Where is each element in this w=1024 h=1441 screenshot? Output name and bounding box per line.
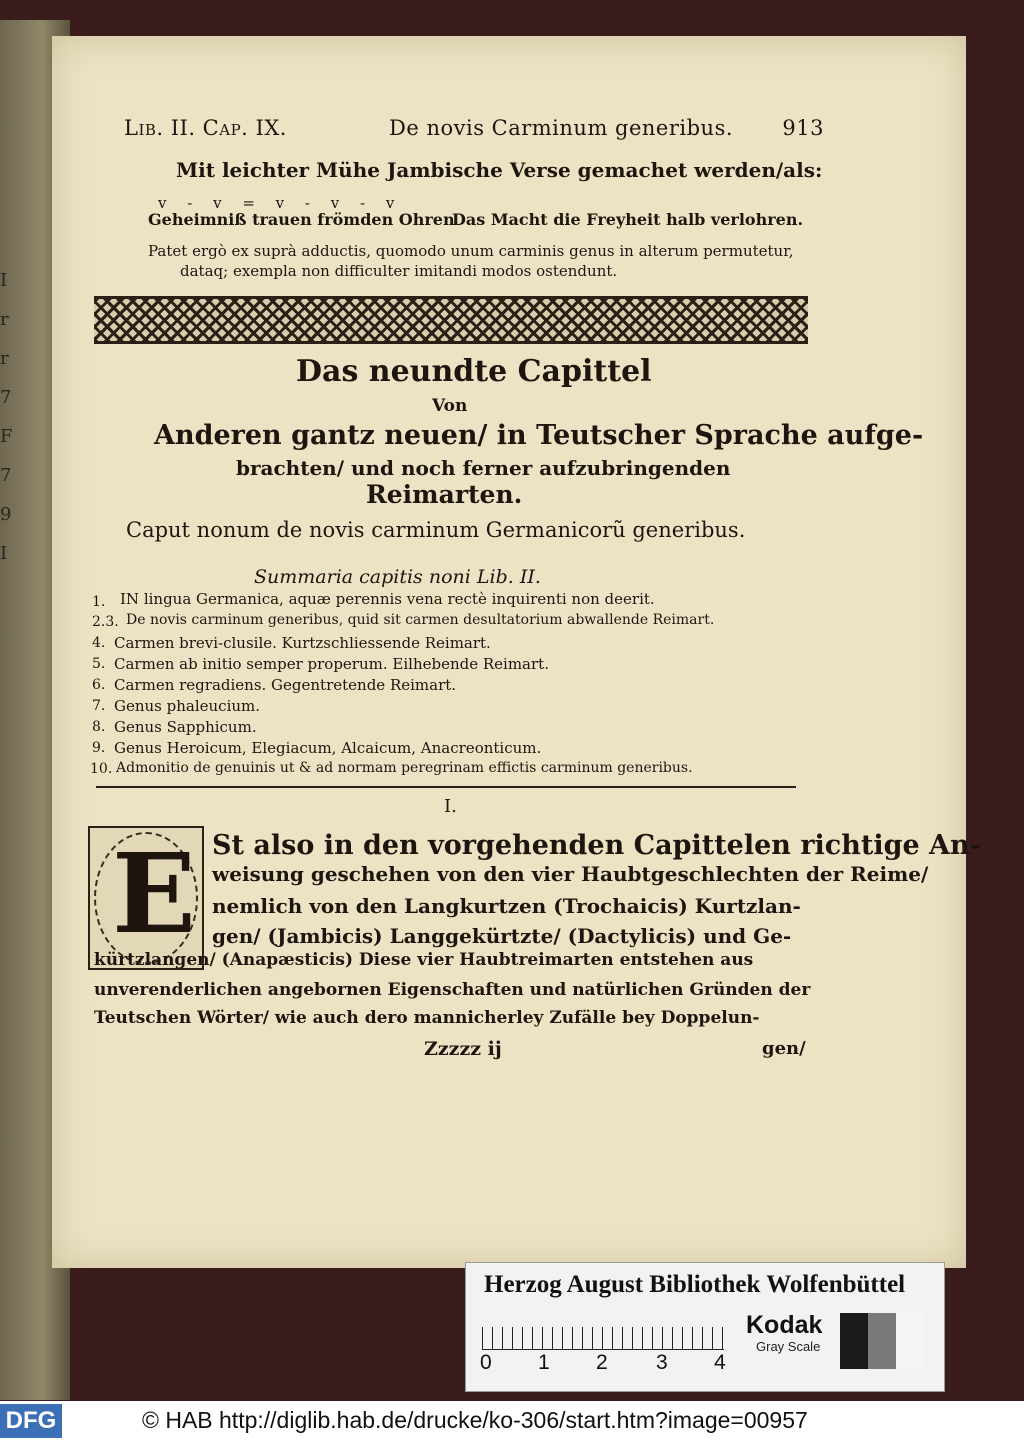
latin-paragraph-line: dataq; exempla non difficulter imitandi modos ostendunt. [180,262,618,280]
verse-example-right: Das Macht die Freyheit halb verlohren. [452,210,804,229]
summary-item-text: Genus Heroicum, Elegiacum, Alcaicum, Anacreonticum. [114,739,542,757]
chapter-subtitle-line: brachten/ und noch ferner aufzubringenden [236,456,731,480]
chapter-subtitle-line: Reimarten. [366,480,523,509]
summary-item-number: 9. [92,740,106,756]
gray-swatch-dark [840,1313,868,1369]
gray-scale-label: Gray Scale [756,1339,821,1354]
summary-item-number: 1. [92,594,106,610]
kodak-brand: Kodak [746,1311,823,1339]
body-line: Teutschen Wörter/ wie auch dero mannicherley Zufälle bey Doppelun- [94,1008,760,1028]
signature-mark: Zzzzz ij [424,1038,502,1060]
latin-paragraph-line: Patet ergò ex suprà adductis, quomodo unum carminis genus in alterum permutetur, [148,242,794,260]
chapter-von: Von [432,396,468,416]
section-number: I. [444,796,457,817]
decorated-initial [88,826,204,970]
section-divider [96,786,796,788]
summary-item-text: Genus Sapphicum. [114,718,257,736]
left-edge-letter: 7 [0,465,12,486]
chapter-latin-caption: Caput nonum de novis carminum Germanicorũ generibus. [126,518,746,542]
library-color-card [465,1262,945,1392]
summary-item-text: Carmen regradiens. Gegentretende Reimart. [114,676,457,694]
running-head-title: De novis Carminum generibus. [389,116,734,140]
summary-item-text: Carmen ab initio semper properum. Eilhebende Reimart. [114,655,549,673]
summary-item-text: Genus phaleucium. [114,697,261,715]
left-page-letters [0,270,14,582]
left-edge-letter: r [0,348,9,369]
ruler-number: 2 [596,1351,608,1374]
body-line: nemlich von den Langkurtzen (Trochaicis) Kurtzlan- [212,894,801,918]
left-edge-letter: I [0,543,8,564]
summary-item-number: 6. [92,677,106,693]
gray-swatch-light [896,1313,924,1369]
initial-letter: E [112,829,196,958]
body-line: St also in den vorgehenden Capittelen richtige An- [212,830,981,861]
scale-ruler [482,1311,724,1350]
ruler-number: 3 [656,1351,668,1374]
ruler-number: 4 [714,1351,726,1374]
summary-item-number: 5. [92,656,106,672]
footer-bar [0,1401,1024,1441]
summary-item-text: Admonitio de genuinis ut & ad normam peregrinam effictis carminum generibus. [116,760,693,776]
body-line: weisung geschehen von den vier Haubtgeschlechten der Reime/ [212,862,929,886]
catchword: gen/ [762,1038,806,1059]
summary-item-number: 10. [90,761,113,777]
intro-line: Mit leichter Mühe Jambische Verse gemachet werden/als: [176,158,823,182]
body-line: gen/ (Jambicis) Langgekürtzte/ (Dactylicis) und Ge- [212,924,792,948]
summary-item-text: Carmen brevi-clusile. Kurtzschliessende Reimart. [114,634,491,652]
chapter-title: Das neundte Capittel [296,354,652,389]
summaria-heading: Summaria capitis noni Lib. II. [254,566,541,588]
ruler-number: 1 [538,1351,550,1374]
meter-marks: v - v = v - v - v [158,194,403,212]
gray-swatches [840,1313,924,1369]
copyright-url[interactable]: © HAB http://diglib.hab.de/drucke/ko-306/start.htm?image=00957 [142,1407,808,1433]
ruler-number: 0 [480,1351,492,1374]
summary-item-number: 4. [92,635,106,651]
body-line: kürtzlangen/ (Anapæsticis) Diese vier Haubtreimarten entstehen aus [94,950,754,970]
summary-item-text: IN lingua Germanica, aquæ perennis vena rectè inquirenti non deerit. [120,590,655,608]
chapter-subtitle-line: Anderen gantz neuen/ in Teutscher Sprache aufge- [154,420,924,451]
running-head-chapter: Lib. II. Cap. IX. [124,116,287,140]
left-edge-letter: F [0,426,13,447]
library-name: Herzog August Bibliothek Wolfenbüttel [484,1271,906,1298]
left-edge-letter: I [0,270,8,291]
left-edge-letter: r [0,309,9,330]
dfg-logo: DFG [0,1404,62,1438]
summary-item-number: 7. [92,698,106,714]
gray-swatch-mid [868,1313,896,1369]
running-head [124,116,824,146]
page-number: 913 [782,116,824,140]
left-edge-letter: 7 [0,387,12,408]
verse-example-left: Geheimniß trauen frömden Ohren [148,210,455,229]
summary-item-number: 8. [92,719,106,735]
body-line: unverenderlichen angebornen Eigenschaften und natürlichen Gründen der [94,980,811,1000]
left-edge-letter: 9 [0,504,12,525]
summary-item-text: De novis carminum generibus, quid sit carmen desultatorium abwallende Reimart. [126,612,715,628]
summary-item-number: 2.3. [92,614,119,630]
ornamental-border [94,296,808,344]
